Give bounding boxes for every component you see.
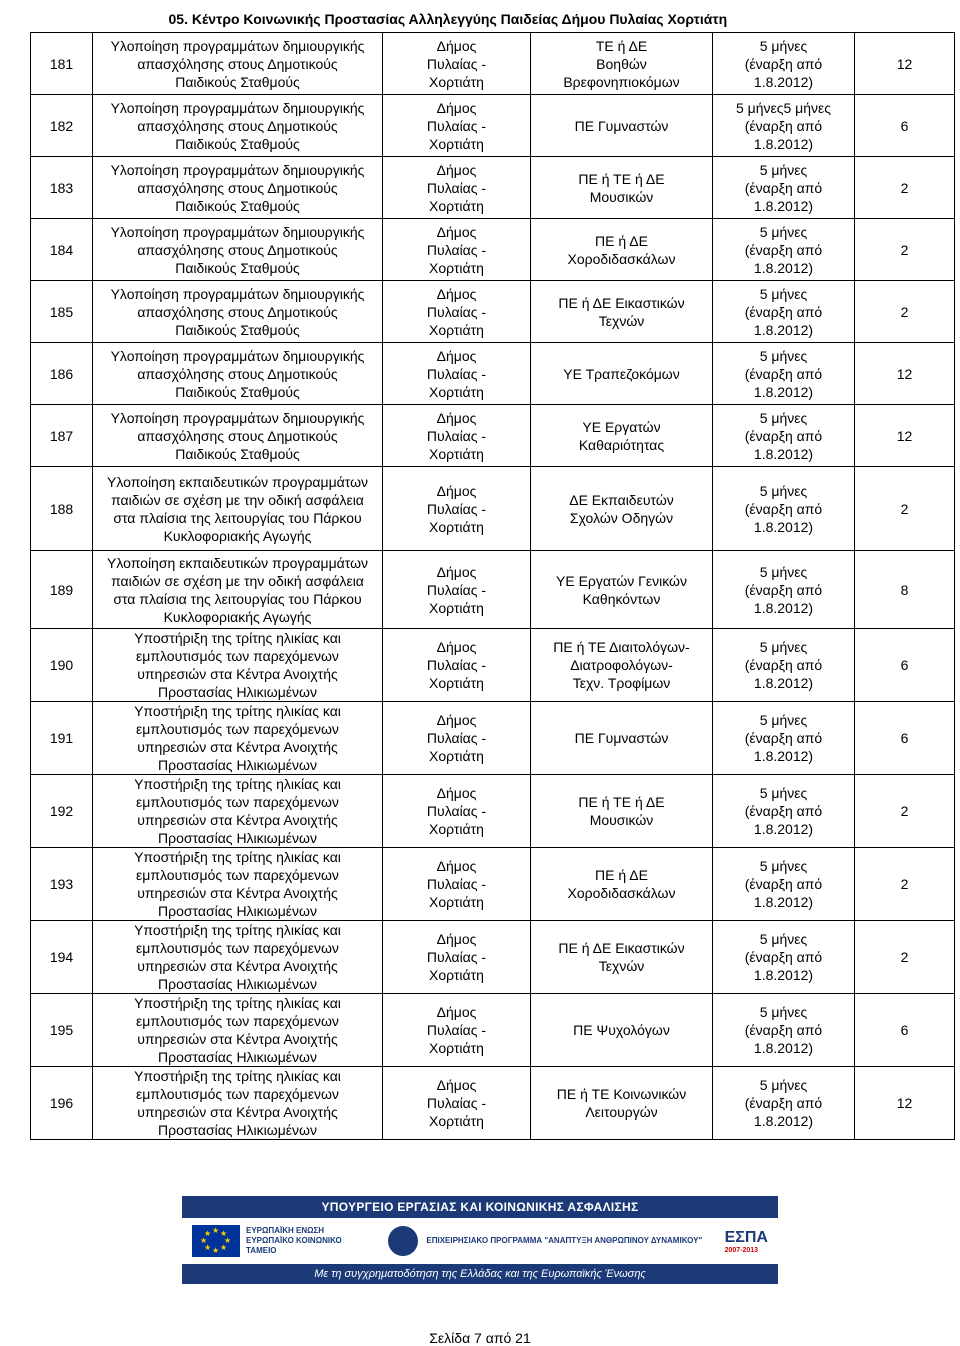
duration-cell: 5 μήνες (έναρξη από 1.8.2012) (713, 848, 855, 921)
count-cell: 2 (855, 467, 955, 551)
table-row (31, 994, 955, 1067)
specialty-cell: ΥΕ Εργατών Γενικών Καθηκόντων (531, 551, 713, 629)
program-cell: Υλοποίηση εκπαιδευτικών προγραμμάτων παιδιών σε σχέση με την οδική ασφάλεια στα πλαίσια της λειτουργίας του Πάρκου Κυκλοφοριακής Αγωγής (93, 551, 383, 629)
specialty-cell: ΠΕ ή ΤΕ Διαιτολόγων- Διατροφολόγων- Τεχν. Τροφίμων (531, 629, 713, 702)
duration-cell: 5 μήνες (έναρξη από 1.8.2012) (713, 219, 855, 281)
eu-flag-icon: ★ ★ ★ ★ ★ ★ ★ ★ (192, 1225, 240, 1257)
specialty-cell: ΔΕ Εκπαιδευτών Σχολών Οδηγών (531, 467, 713, 551)
count-cell: 2 (855, 281, 955, 343)
duration-cell: 5 μήνες (έναρξη από 1.8.2012) (713, 921, 855, 994)
row-number: 186 (31, 343, 93, 405)
count-cell: 12 (855, 1067, 955, 1140)
location-cell: Δήμος Πυλαίας - Χορτιάτη (383, 1067, 531, 1140)
location-cell: Δήμος Πυλαίας - Χορτιάτη (383, 281, 531, 343)
table-row (31, 95, 955, 157)
row-number: 195 (31, 994, 93, 1067)
duration-cell: 5 μήνες (έναρξη από 1.8.2012) (713, 1067, 855, 1140)
program-cell: Υποστήριξη της τρίτης ηλικίας και εμπλουτισμός των παρεχόμενων υπηρεσιών στα Κέντρα Ανοιχτής Προστασίας Ηλικιωμένων (93, 1067, 383, 1140)
specialty-cell: ΠΕ ή ΔΕ Χοροδιδασκάλων (531, 219, 713, 281)
table-row (31, 1067, 955, 1140)
duration-cell: 5 μήνες (έναρξη από 1.8.2012) (713, 467, 855, 551)
section-title: 05. Κέντρο Κοινωνικής Προστασίας Αλληλεγγύης Παιδείας Δήμου Πυλαίας Χορτιάτη (31, 6, 955, 33)
row-number: 193 (31, 848, 93, 921)
table-row (31, 702, 955, 775)
count-cell: 8 (855, 551, 955, 629)
specialty-cell: ΠΕ ή ΤΕ ή ΔΕ Μουσικών (531, 157, 713, 219)
table-row (31, 343, 955, 405)
espa-text: ΕΣΠΑ (724, 1228, 768, 1246)
specialty-cell: ΠΕ Γυμναστών (531, 702, 713, 775)
section-header-row (31, 6, 955, 33)
row-number: 184 (31, 219, 93, 281)
table-row (31, 219, 955, 281)
duration-cell: 5 μήνες (έναρξη από 1.8.2012) (713, 702, 855, 775)
row-number: 196 (31, 1067, 93, 1140)
count-cell: 12 (855, 33, 955, 95)
row-number: 185 (31, 281, 93, 343)
espa-logo (725, 1229, 768, 1254)
count-cell: 12 (855, 405, 955, 467)
program-cell: Υλοποίηση προγραμμάτων δημιουργικής απασχόλησης στους Δημοτικούς Παιδικούς Σταθμούς (93, 343, 383, 405)
row-number: 183 (31, 157, 93, 219)
row-number: 182 (31, 95, 93, 157)
location-cell: Δήμος Πυλαίας - Χορτιάτη (383, 467, 531, 551)
location-cell: Δήμος Πυλαίας - Χορτιάτη (383, 405, 531, 467)
specialty-cell: ΥΕ Εργατών Καθαριότητας (531, 405, 713, 467)
specialty-cell: ΥΕ Τραπεζοκόμων (531, 343, 713, 405)
specialty-cell: ΠΕ Γυμναστών (531, 95, 713, 157)
specialty-cell: ΠΕ ή ΤΕ Κοινωνικών Λειτουργών (531, 1067, 713, 1140)
duration-cell: 5 μήνες (έναρξη από 1.8.2012) (713, 33, 855, 95)
location-cell: Δήμος Πυλαίας - Χορτιάτη (383, 629, 531, 702)
duration-cell: 5 μήνες (έναρξη από 1.8.2012) (713, 775, 855, 848)
program-logo-icon (388, 1226, 418, 1256)
program-cell: Υλοποίηση προγραμμάτων δημιουργικής απασχόλησης στους Δημοτικούς Παιδικούς Σταθμούς (93, 405, 383, 467)
row-number: 192 (31, 775, 93, 848)
program-logo-group (388, 1226, 702, 1256)
duration-cell: 5 μήνες (έναρξη από 1.8.2012) (713, 551, 855, 629)
row-number: 194 (31, 921, 93, 994)
program-cell: Υλοποίηση προγραμμάτων δημιουργικής απασχόλησης στους Δημοτικούς Παιδικούς Σταθμούς (93, 157, 383, 219)
row-number: 191 (31, 702, 93, 775)
program-cell: Υλοποίηση εκπαιδευτικών προγραμμάτων παιδιών σε σχέση με την οδική ασφάλεια στα πλαίσια της λειτουργίας του Πάρκου Κυκλοφοριακής Αγωγής (93, 467, 383, 551)
table-row (31, 157, 955, 219)
table-row (31, 629, 955, 702)
specialty-cell: ΠΕ ή ΔΕ Εικαστικών Τεχνών (531, 281, 713, 343)
program-cell: Υποστήριξη της τρίτης ηλικίας και εμπλουτισμός των παρεχόμενων υπηρεσιών στα Κέντρα Ανοιχτής Προστασίας Ηλικιωμένων (93, 629, 383, 702)
count-cell: 6 (855, 994, 955, 1067)
specialty-cell: ΠΕ ή ΔΕ Εικαστικών Τεχνών (531, 921, 713, 994)
table-row (31, 921, 955, 994)
table-row (31, 467, 955, 551)
row-number: 188 (31, 467, 93, 551)
row-number: 187 (31, 405, 93, 467)
cofund-bar: Με τη συγχρηματοδότηση της Ελλάδας και της Ευρωπαϊκής Ένωσης (182, 1264, 778, 1284)
program-cell: Υποστήριξη της τρίτης ηλικίας και εμπλουτισμός των παρεχόμενων υπηρεσιών στα Κέντρα Ανοιχτής Προστασίας Ηλικιωμένων (93, 921, 383, 994)
program-cell: Υλοποίηση προγραμμάτων δημιουργικής απασχόλησης στους Δημοτικούς Παιδικούς Σταθμούς (93, 95, 383, 157)
row-number: 190 (31, 629, 93, 702)
program-cell: Υλοποίηση προγραμμάτων δημιουργικής απασχόλησης στους Δημοτικούς Παιδικούς Σταθμούς (93, 281, 383, 343)
count-cell: 2 (855, 775, 955, 848)
row-number: 189 (31, 551, 93, 629)
table-row (31, 281, 955, 343)
eu-logo-group (192, 1225, 366, 1257)
espa-years: 2007-2013 (724, 1246, 759, 1254)
specialty-cell: ΤΕ ή ΔΕ Βοηθών Βρεφονηπιοκόμων (531, 33, 713, 95)
count-cell: 6 (855, 629, 955, 702)
ministry-bar: ΥΠΟΥΡΓΕΙΟ ΕΡΓΑΣΙΑΣ ΚΑΙ ΚΟΙΝΩΝΙΚΗΣ ΑΣΦΑΛΙΣΗΣ (182, 1196, 778, 1218)
location-cell: Δήμος Πυλαίας - Χορτιάτη (383, 343, 531, 405)
specialty-cell: ΠΕ ή ΤΕ ή ΔΕ Μουσικών (531, 775, 713, 848)
program-cell: Υποστήριξη της τρίτης ηλικίας και εμπλουτισμός των παρεχόμενων υπηρεσιών στα Κέντρα Ανοιχτής Προστασίας Ηλικιωμένων (93, 775, 383, 848)
location-cell: Δήμος Πυλαίας - Χορτιάτη (383, 551, 531, 629)
page-number: Σελίδα 7 από 21 (429, 1330, 531, 1346)
duration-cell: 5 μήνες (έναρξη από 1.8.2012) (713, 405, 855, 467)
program-cell: Υλοποίηση προγραμμάτων δημιουργικής απασχόλησης στους Δημοτικούς Παιδικούς Σταθμούς (93, 219, 383, 281)
count-cell: 12 (855, 343, 955, 405)
table-row (31, 848, 955, 921)
location-cell: Δήμος Πυλαίας - Χορτιάτη (383, 702, 531, 775)
row-number: 181 (31, 33, 93, 95)
program-text: ΕΠΙΧΕΙΡΗΣΙΑΚΟ ΠΡΟΓΡΑΜΜΑ "ΑΝΑΠΤΥΞΗ ΑΝΘΡΩΠΙΝΟΥ ΔΥΝΑΜΙΚΟΥ" (426, 1236, 703, 1245)
specialty-cell: ΠΕ Ψυχολόγων (531, 994, 713, 1067)
table-row (31, 405, 955, 467)
program-cell: Υποστήριξη της τρίτης ηλικίας και εμπλουτισμός των παρεχόμενων υπηρεσιών στα Κέντρα Ανοιχτής Προστασίας Ηλικιωμένων (93, 702, 383, 775)
table-row (31, 775, 955, 848)
location-cell: Δήμος Πυλαίας - Χορτιάτη (383, 848, 531, 921)
duration-cell: 5 μήνες (έναρξη από 1.8.2012) (713, 629, 855, 702)
duration-cell: 5 μήνες5 μήνες (έναρξη από 1.8.2012) (713, 95, 855, 157)
program-cell: Υλοποίηση προγραμμάτων δημιουργικής απασχόλησης στους Δημοτικούς Παιδικούς Σταθμούς (93, 33, 383, 95)
duration-cell: 5 μήνες (έναρξη από 1.8.2012) (713, 343, 855, 405)
logos-row (182, 1218, 778, 1264)
location-cell: Δήμος Πυλαίας - Χορτιάτη (383, 994, 531, 1067)
count-cell: 2 (855, 921, 955, 994)
table-row (31, 551, 955, 629)
location-cell: Δήμος Πυλαίας - Χορτιάτη (383, 921, 531, 994)
count-cell: 6 (855, 702, 955, 775)
duration-cell: 5 μήνες (έναρξη από 1.8.2012) (713, 157, 855, 219)
document-page (30, 6, 954, 1140)
specialty-cell: ΠΕ ή ΔΕ Χοροδιδασκάλων (531, 848, 713, 921)
positions-table (30, 6, 955, 1140)
count-cell: 2 (855, 219, 955, 281)
count-cell: 2 (855, 157, 955, 219)
eu-text: ΕΥΡΩΠΑΪΚΗ ΕΝΩΣΗ ΕΥΡΩΠΑΪΚΟ ΚΟΙΝΩΝΙΚΟ ΤΑΜΕΙΟ (246, 1226, 342, 1255)
cofunding-banner (182, 1196, 778, 1288)
location-cell: Δήμος Πυλαίας - Χορτιάτη (383, 157, 531, 219)
location-cell: Δήμος Πυλαίας - Χορτιάτη (383, 33, 531, 95)
program-cell: Υποστήριξη της τρίτης ηλικίας και εμπλουτισμός των παρεχόμενων υπηρεσιών στα Κέντρα Ανοιχτής Προστασίας Ηλικιωμένων (93, 994, 383, 1067)
program-cell: Υποστήριξη της τρίτης ηλικίας και εμπλουτισμός των παρεχόμενων υπηρεσιών στα Κέντρα Ανοιχτής Προστασίας Ηλικιωμένων (93, 848, 383, 921)
count-cell: 6 (855, 95, 955, 157)
duration-cell: 5 μήνες (έναρξη από 1.8.2012) (713, 281, 855, 343)
count-cell: 2 (855, 848, 955, 921)
location-cell: Δήμος Πυλαίας - Χορτιάτη (383, 219, 531, 281)
location-cell: Δήμος Πυλαίας - Χορτιάτη (383, 775, 531, 848)
location-cell: Δήμος Πυλαίας - Χορτιάτη (383, 95, 531, 157)
table-row (31, 33, 955, 95)
duration-cell: 5 μήνες (έναρξη από 1.8.2012) (713, 994, 855, 1067)
